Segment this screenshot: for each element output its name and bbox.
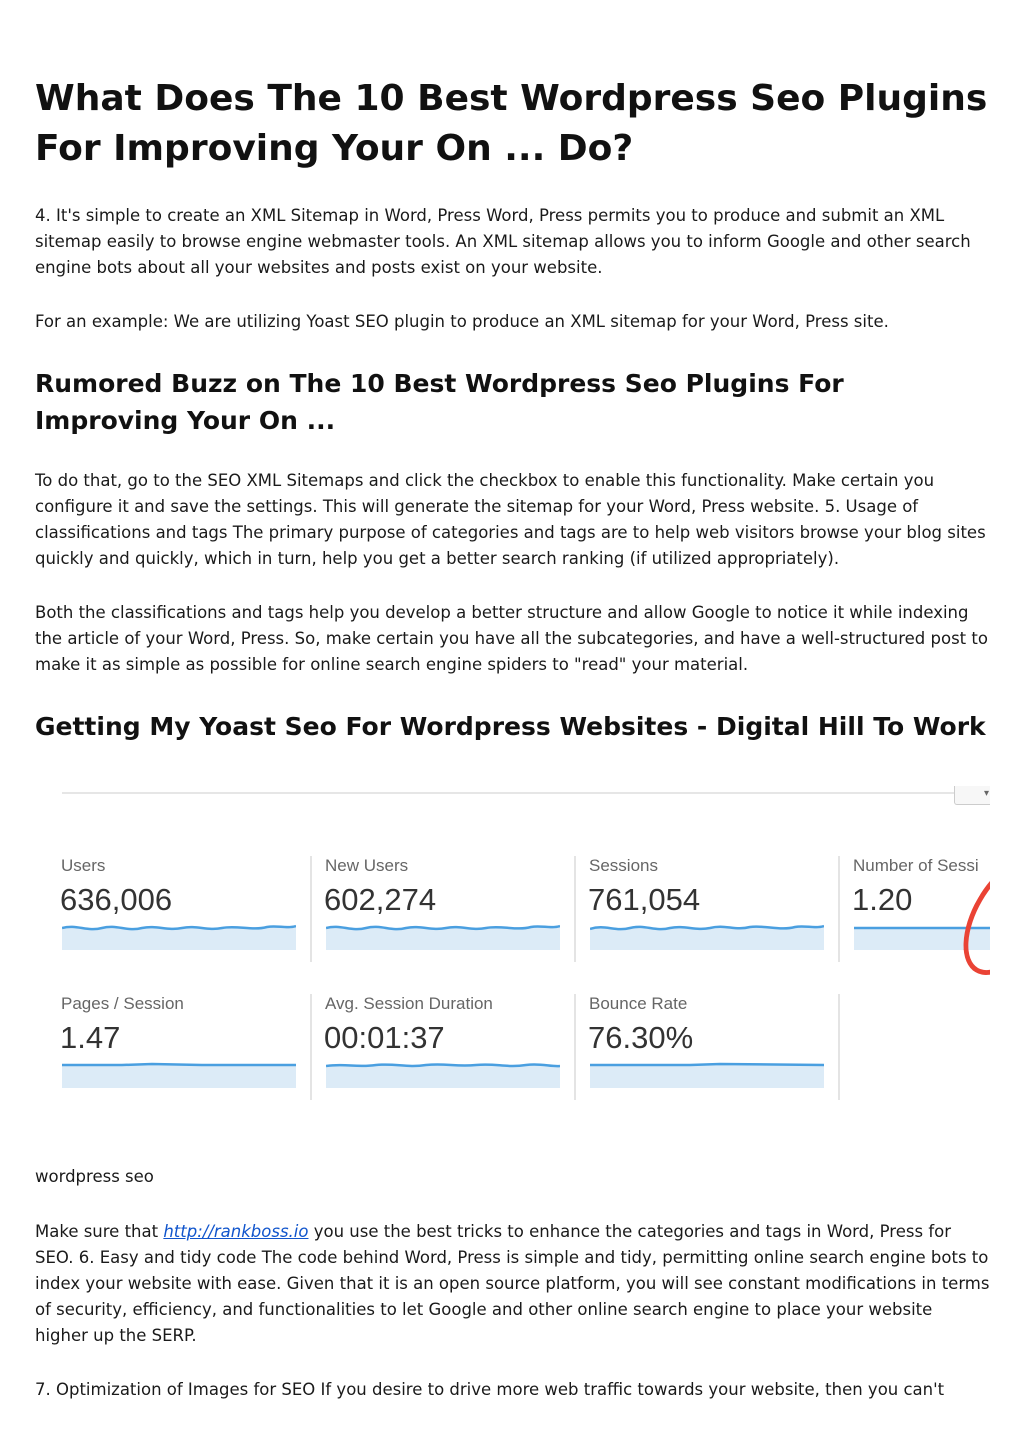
sparkline bbox=[326, 1060, 560, 1088]
heading-rumored-buzz: Rumored Buzz on The 10 Best Wordpress Seo Plugins For Improving Your On ... bbox=[35, 369, 844, 435]
metric-value: 602,274 bbox=[324, 882, 437, 917]
metric-card-bounce-rate bbox=[576, 988, 826, 1108]
sparkline bbox=[62, 1060, 296, 1088]
metric-label: Avg. Session Duration bbox=[325, 994, 493, 1013]
sparkline bbox=[62, 922, 296, 950]
sparkline bbox=[326, 922, 560, 950]
metric-label: Pages / Session bbox=[61, 994, 184, 1013]
paragraph-classifications: Both the classifications and tags help you develop a better structure and allow Google to notice it while indexing the article of your Word, Press. So, make certain you have all the subcategories, and have a well-structured post to make it as simple as possible for online search engine spiders to "read" your material. bbox=[35, 603, 988, 674]
sparkline bbox=[590, 1060, 824, 1088]
rankboss-link[interactable]: http://rankboss.io bbox=[163, 1222, 309, 1241]
metric-card-new-users bbox=[312, 850, 562, 970]
page-title: What Does The 10 Best Wordpress Seo Plugins For Improving Your On ... Do? bbox=[35, 78, 988, 169]
metric-value: 00:01:37 bbox=[324, 1020, 445, 1055]
metric-card-avg-session-duration bbox=[312, 988, 562, 1108]
metric-card-users bbox=[48, 850, 298, 970]
metric-value: 1.47 bbox=[60, 1020, 121, 1055]
metric-label: Users bbox=[61, 856, 106, 875]
paragraph-images-seo: 7. Optimization of Images for SEO If you desire to drive more web traffic towards your website, then you can't bbox=[35, 1380, 945, 1399]
metric-value: 76.30% bbox=[588, 1020, 694, 1055]
heading-yoast: Getting My Yoast Seo For Wordpress Websites - Digital Hill To Work bbox=[35, 712, 986, 741]
image-caption: wordpress seo bbox=[35, 1167, 154, 1186]
metric-value: 761,054 bbox=[588, 882, 701, 917]
divider bbox=[838, 994, 840, 1100]
metric-label: Number of Sessi bbox=[853, 856, 979, 875]
metric-label: Sessions bbox=[589, 856, 658, 875]
metric-label: New Users bbox=[325, 856, 409, 875]
analytics-overview-image bbox=[48, 786, 990, 1116]
dropdown-button bbox=[954, 786, 990, 805]
paragraph-sitemaps-settings: To do that, go to the SEO XML Sitemaps and click the checkbox to enable this functionality. Make certain you configure it and save the settings. This will generate the sitemap for your Word, Press website. 5. Usage of classifications and tags The primary purpose of categories and tags are to help web visitors browse your blog sites quickly and quickly, which in turn, help you get a better search ranking (if utilized appropriately). bbox=[35, 471, 986, 568]
paragraph-example: For an example: We are utilizing Yoast SEO plugin to produce an XML sitemap for your Word, Press site. bbox=[35, 312, 889, 331]
metric-value: 1.20 bbox=[852, 882, 913, 917]
text-segment: Make sure that bbox=[35, 1222, 164, 1241]
metric-label: Bounce Rate bbox=[589, 994, 688, 1013]
image-top-border bbox=[62, 792, 990, 794]
metric-card-sessions bbox=[576, 850, 826, 970]
chevron-down-icon: ▾ bbox=[983, 788, 989, 799]
text-segment: you use the best tricks to enhance the categories and tags in Word, Press for SEO. 6. Easy and tidy code The code behind Word, Press is simple and tidy, permitting online search engine bots to index your website with ease. Given that it is an open source platform, you will see constant modifications in terms of security, efficiency, and functionalities to let Google and other online search engine to place your website higher up the SERP. bbox=[35, 1222, 990, 1345]
paragraph-sitemap: 4. It's simple to create an XML Sitemap in Word, Press Word, Press permits you to produce and submit an XML sitemap easily to browse engine webmaster tools. An XML sitemap allows you to inform Google and other search engine bots about all your websites and posts exist on your website. bbox=[35, 206, 971, 277]
metric-value: 636,006 bbox=[60, 882, 173, 917]
sparkline bbox=[590, 922, 824, 950]
metric-card-pages-per-session bbox=[48, 988, 298, 1108]
paragraph-tricks bbox=[35, 1219, 990, 1349]
